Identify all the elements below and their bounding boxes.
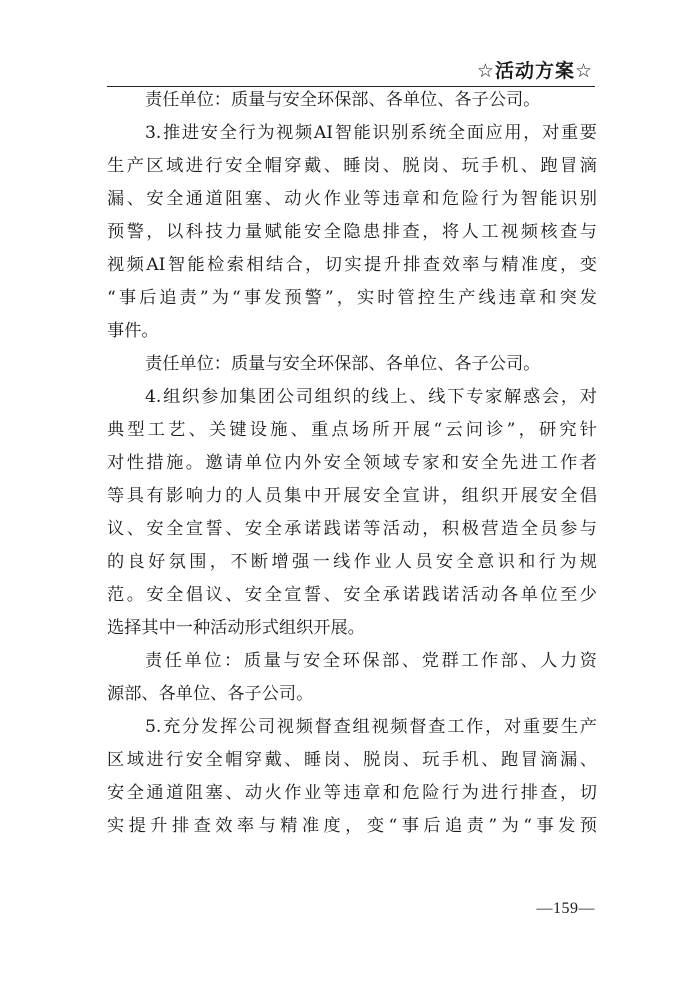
body-text — [107, 84, 597, 843]
paragraph-line: 安全通道阻塞、动火作业等违章和危险行为进行排查，切 — [107, 783, 597, 803]
paragraph-line: 对性措施。邀请单位内外安全领域专家和安全先进工作者 — [107, 453, 597, 473]
page-number: —159— — [536, 900, 595, 917]
responsible-units-line: 责任单位：质量与安全环保部、各单位、各子公司。 — [145, 90, 541, 110]
paragraph-line: 5.充分发挥公司视频督查组视频督查工作，对重要生产 — [145, 717, 597, 737]
page-header — [107, 52, 595, 87]
paragraph-line: 事件。 — [107, 321, 159, 341]
paragraph-line: 选择其中一种活动形式组织开展。 — [107, 618, 365, 638]
paragraph-line: 漏、安全通道阻塞、动火作业等违章和危险行为智能识别 — [107, 189, 597, 209]
paragraph-line: 3.推进安全行为视频AI智能识别系统全面应用，对重要 — [145, 123, 597, 143]
paragraph-line: 范。安全倡议、安全宣誓、安全承诺践诺活动各单位至少 — [107, 585, 597, 605]
paragraph-line: 生产区域进行安全帽穿戴、睡岗、脱岗、玩手机、跑冒滴 — [107, 156, 597, 176]
responsible-units-line: 责任单位：质量与安全环保部、各单位、各子公司。 — [145, 354, 541, 374]
paragraph-line: 预警，以科技力量赋能安全隐患排查，将人工视频核查与 — [107, 222, 597, 242]
paragraph-line: 议、安全宣誓、安全承诺践诺等活动，积极营造全员参与 — [107, 519, 597, 539]
paragraph-line: 的良好氛围，不断增强一线作业人员安全意识和行为规 — [107, 552, 597, 572]
header-title: ☆活动方案☆ — [476, 60, 593, 82]
paragraph-line: 区域进行安全帽穿戴、睡岗、脱岗、玩手机、跑冒滴漏、 — [107, 750, 597, 770]
paragraph-line: 视频AI智能检索相结合，切实提升排查效率与精准度，变 — [107, 255, 597, 275]
paragraph-line: 4.组织参加集团公司组织的线上、线下专家解惑会，对 — [145, 387, 597, 407]
paragraph-line: 典型工艺、关键设施、重点场所开展“云问诊”，研究针 — [107, 420, 597, 440]
responsible-units-line: 源部、各单位、各子公司。 — [107, 684, 314, 704]
paragraph-line: 等具有影响力的人员集中开展安全宣讲，组织开展安全倡 — [107, 486, 597, 506]
paragraph-line: “事后追责”为“事发预警”，实时管控生产线违章和突发 — [107, 288, 597, 308]
responsible-units-line: 责任单位：质量与安全环保部、党群工作部、人力资 — [145, 651, 597, 671]
paragraph-line: 实提升排查效率与精准度，变“事后追责”为“事发预 — [107, 816, 597, 836]
